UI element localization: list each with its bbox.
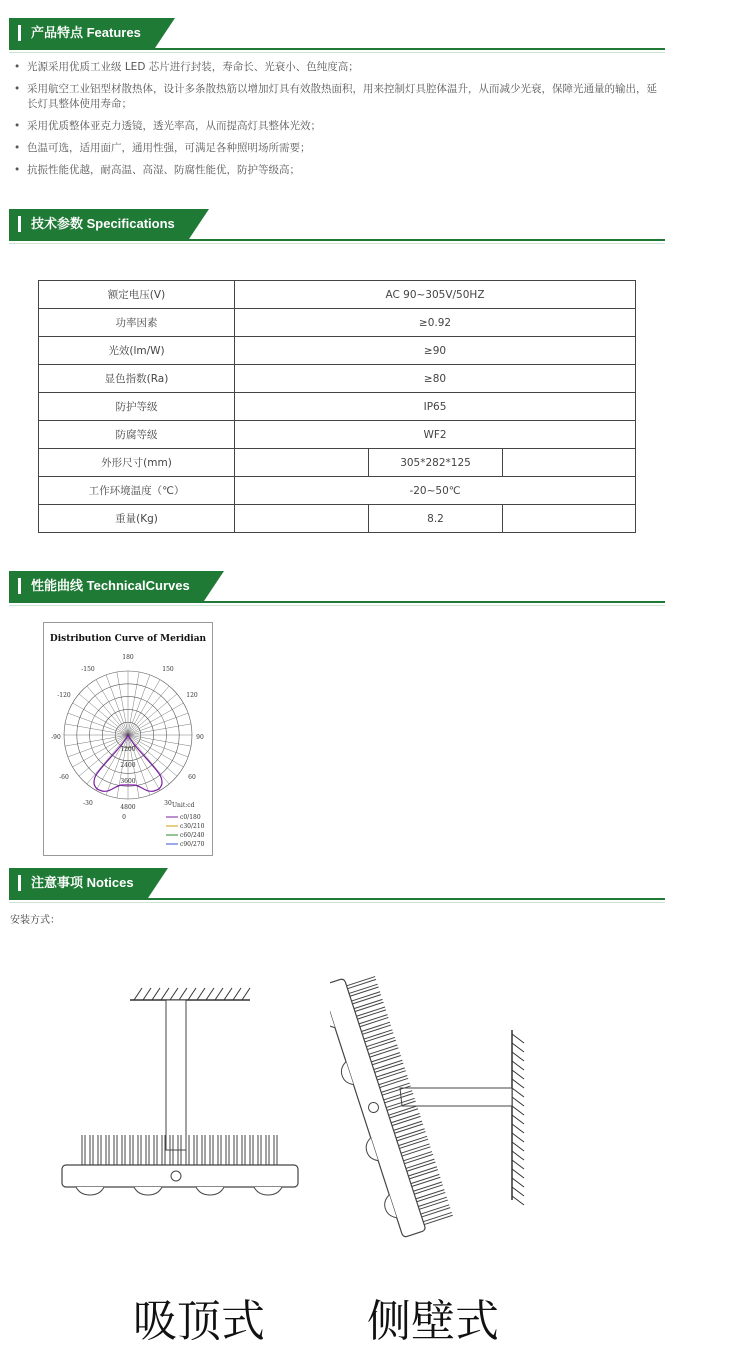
spec-empty-cell <box>503 449 636 477</box>
spec-table <box>38 280 636 533</box>
angle-label: 180 <box>122 654 134 661</box>
spec-empty-cell <box>235 449 369 477</box>
ceiling-mount-label: 吸顶式 <box>133 1296 265 1347</box>
wall-mount-label: 侧壁式 <box>367 1296 499 1347</box>
spec-label: 防护等级 <box>39 393 235 421</box>
legend-label: c60/240 <box>180 832 205 839</box>
table-row <box>39 505 636 533</box>
header-rule-light <box>9 902 665 903</box>
header-rule <box>9 48 665 50</box>
specs-header <box>9 209 665 241</box>
spec-value: 8.2 <box>369 505 503 533</box>
spec-empty-cell <box>235 505 369 533</box>
feature-item: • 光源采用优质工业级 LED 芯片进行封装，寿命长、光衰小、色纯度高； <box>12 60 662 75</box>
legend-label: c90/270 <box>180 841 205 848</box>
spec-value: AC 90~305V/50HZ <box>235 281 636 309</box>
spec-empty-cell <box>503 505 636 533</box>
radial-label: 1200 <box>120 746 136 753</box>
unit-label: Unit:cd <box>172 802 195 809</box>
features-title: 产品特点 Features <box>9 18 155 48</box>
header-rule <box>9 239 665 241</box>
spec-label: 显色指数(Ra) <box>39 365 235 393</box>
table-row <box>39 393 636 421</box>
angle-label: 60 <box>188 774 196 781</box>
spec-value: ≥0.92 <box>235 309 636 337</box>
spec-value: ≥90 <box>235 337 636 365</box>
polar-diagram <box>44 623 212 855</box>
spec-label: 光效(lm/W) <box>39 337 235 365</box>
header-rule-light <box>9 52 665 53</box>
spec-label: 防腐等级 <box>39 421 235 449</box>
table-row <box>39 421 636 449</box>
spec-value: ≥80 <box>235 365 636 393</box>
angle-label: -60 <box>59 774 69 781</box>
notices-title: 注意事项 Notices <box>9 868 148 898</box>
spec-value: WF2 <box>235 421 636 449</box>
header-rule-light <box>9 605 665 606</box>
angle-label: -30 <box>83 800 93 807</box>
table-row <box>39 309 636 337</box>
angle-label: -150 <box>81 666 95 673</box>
ceiling-hatch <box>134 988 250 1000</box>
radial-label: 2400 <box>120 762 136 769</box>
features-header <box>9 18 665 50</box>
table-row <box>39 449 636 477</box>
feature-item: • 采用优质整体亚克力透镜，透光率高，从而提高灯具整体光效； <box>12 119 662 134</box>
spec-label: 重量(Kg) <box>39 505 235 533</box>
feature-item: • 抗振性能优越，耐高温、高湿、防腐性能优，防护等级高； <box>12 163 662 178</box>
spec-label: 额定电压(V) <box>39 281 235 309</box>
spec-value: 305*282*125 <box>369 449 503 477</box>
feature-item: • 色温可选，适用面广，通用性强，可满足各种照明场所需要； <box>12 141 662 156</box>
header-rule-light <box>9 243 665 244</box>
spec-label: 功率因素 <box>39 309 235 337</box>
table-row <box>39 365 636 393</box>
features-list <box>12 60 662 185</box>
radial-label: 3600 <box>120 778 136 785</box>
angle-label: 0 <box>122 814 126 821</box>
curves-header <box>9 571 665 603</box>
table-row <box>39 477 636 505</box>
table-row <box>39 337 636 365</box>
specs-title: 技术参数 Specifications <box>9 209 189 239</box>
spec-label: 工作环境温度（℃） <box>39 477 235 505</box>
radial-label: 4800 <box>120 804 136 811</box>
legend-label: c30/210 <box>180 823 205 830</box>
angle-label: 30 <box>164 800 172 807</box>
angle-label: -120 <box>57 692 71 699</box>
table-row <box>39 281 636 309</box>
ceiling-mount-illustration <box>50 980 310 1210</box>
header-rule <box>9 898 665 900</box>
angle-label: 150 <box>162 666 174 673</box>
wall-hatch <box>512 1034 524 1205</box>
angle-label: 90 <box>196 734 204 741</box>
legend-label: c0/180 <box>180 814 201 821</box>
header-rule <box>9 601 665 603</box>
spec-label: 外形尺寸(mm) <box>39 449 235 477</box>
distribution-curve-figure <box>43 622 213 856</box>
spec-value: IP65 <box>235 393 636 421</box>
feature-item: • 采用航空工业铝型材散热体，设计多条散热筋以增加灯具有效散热面积，用来控制灯具腔体温升，从而减少光衰，保障光通量的输出，延长灯具整体使用寿命； <box>12 82 662 112</box>
curve-legend <box>166 802 205 848</box>
curve-title: Distribution Curve of Meridian <box>49 634 207 644</box>
angle-label: -90 <box>51 734 61 741</box>
curves-title: 性能曲线 TechnicalCurves <box>9 571 204 601</box>
wall-mount-illustration <box>330 960 540 1250</box>
angle-label: 120 <box>186 692 198 699</box>
spec-value: -20~50℃ <box>235 477 636 505</box>
install-method-label: 安装方式： <box>10 915 60 926</box>
notices-header <box>9 868 665 900</box>
